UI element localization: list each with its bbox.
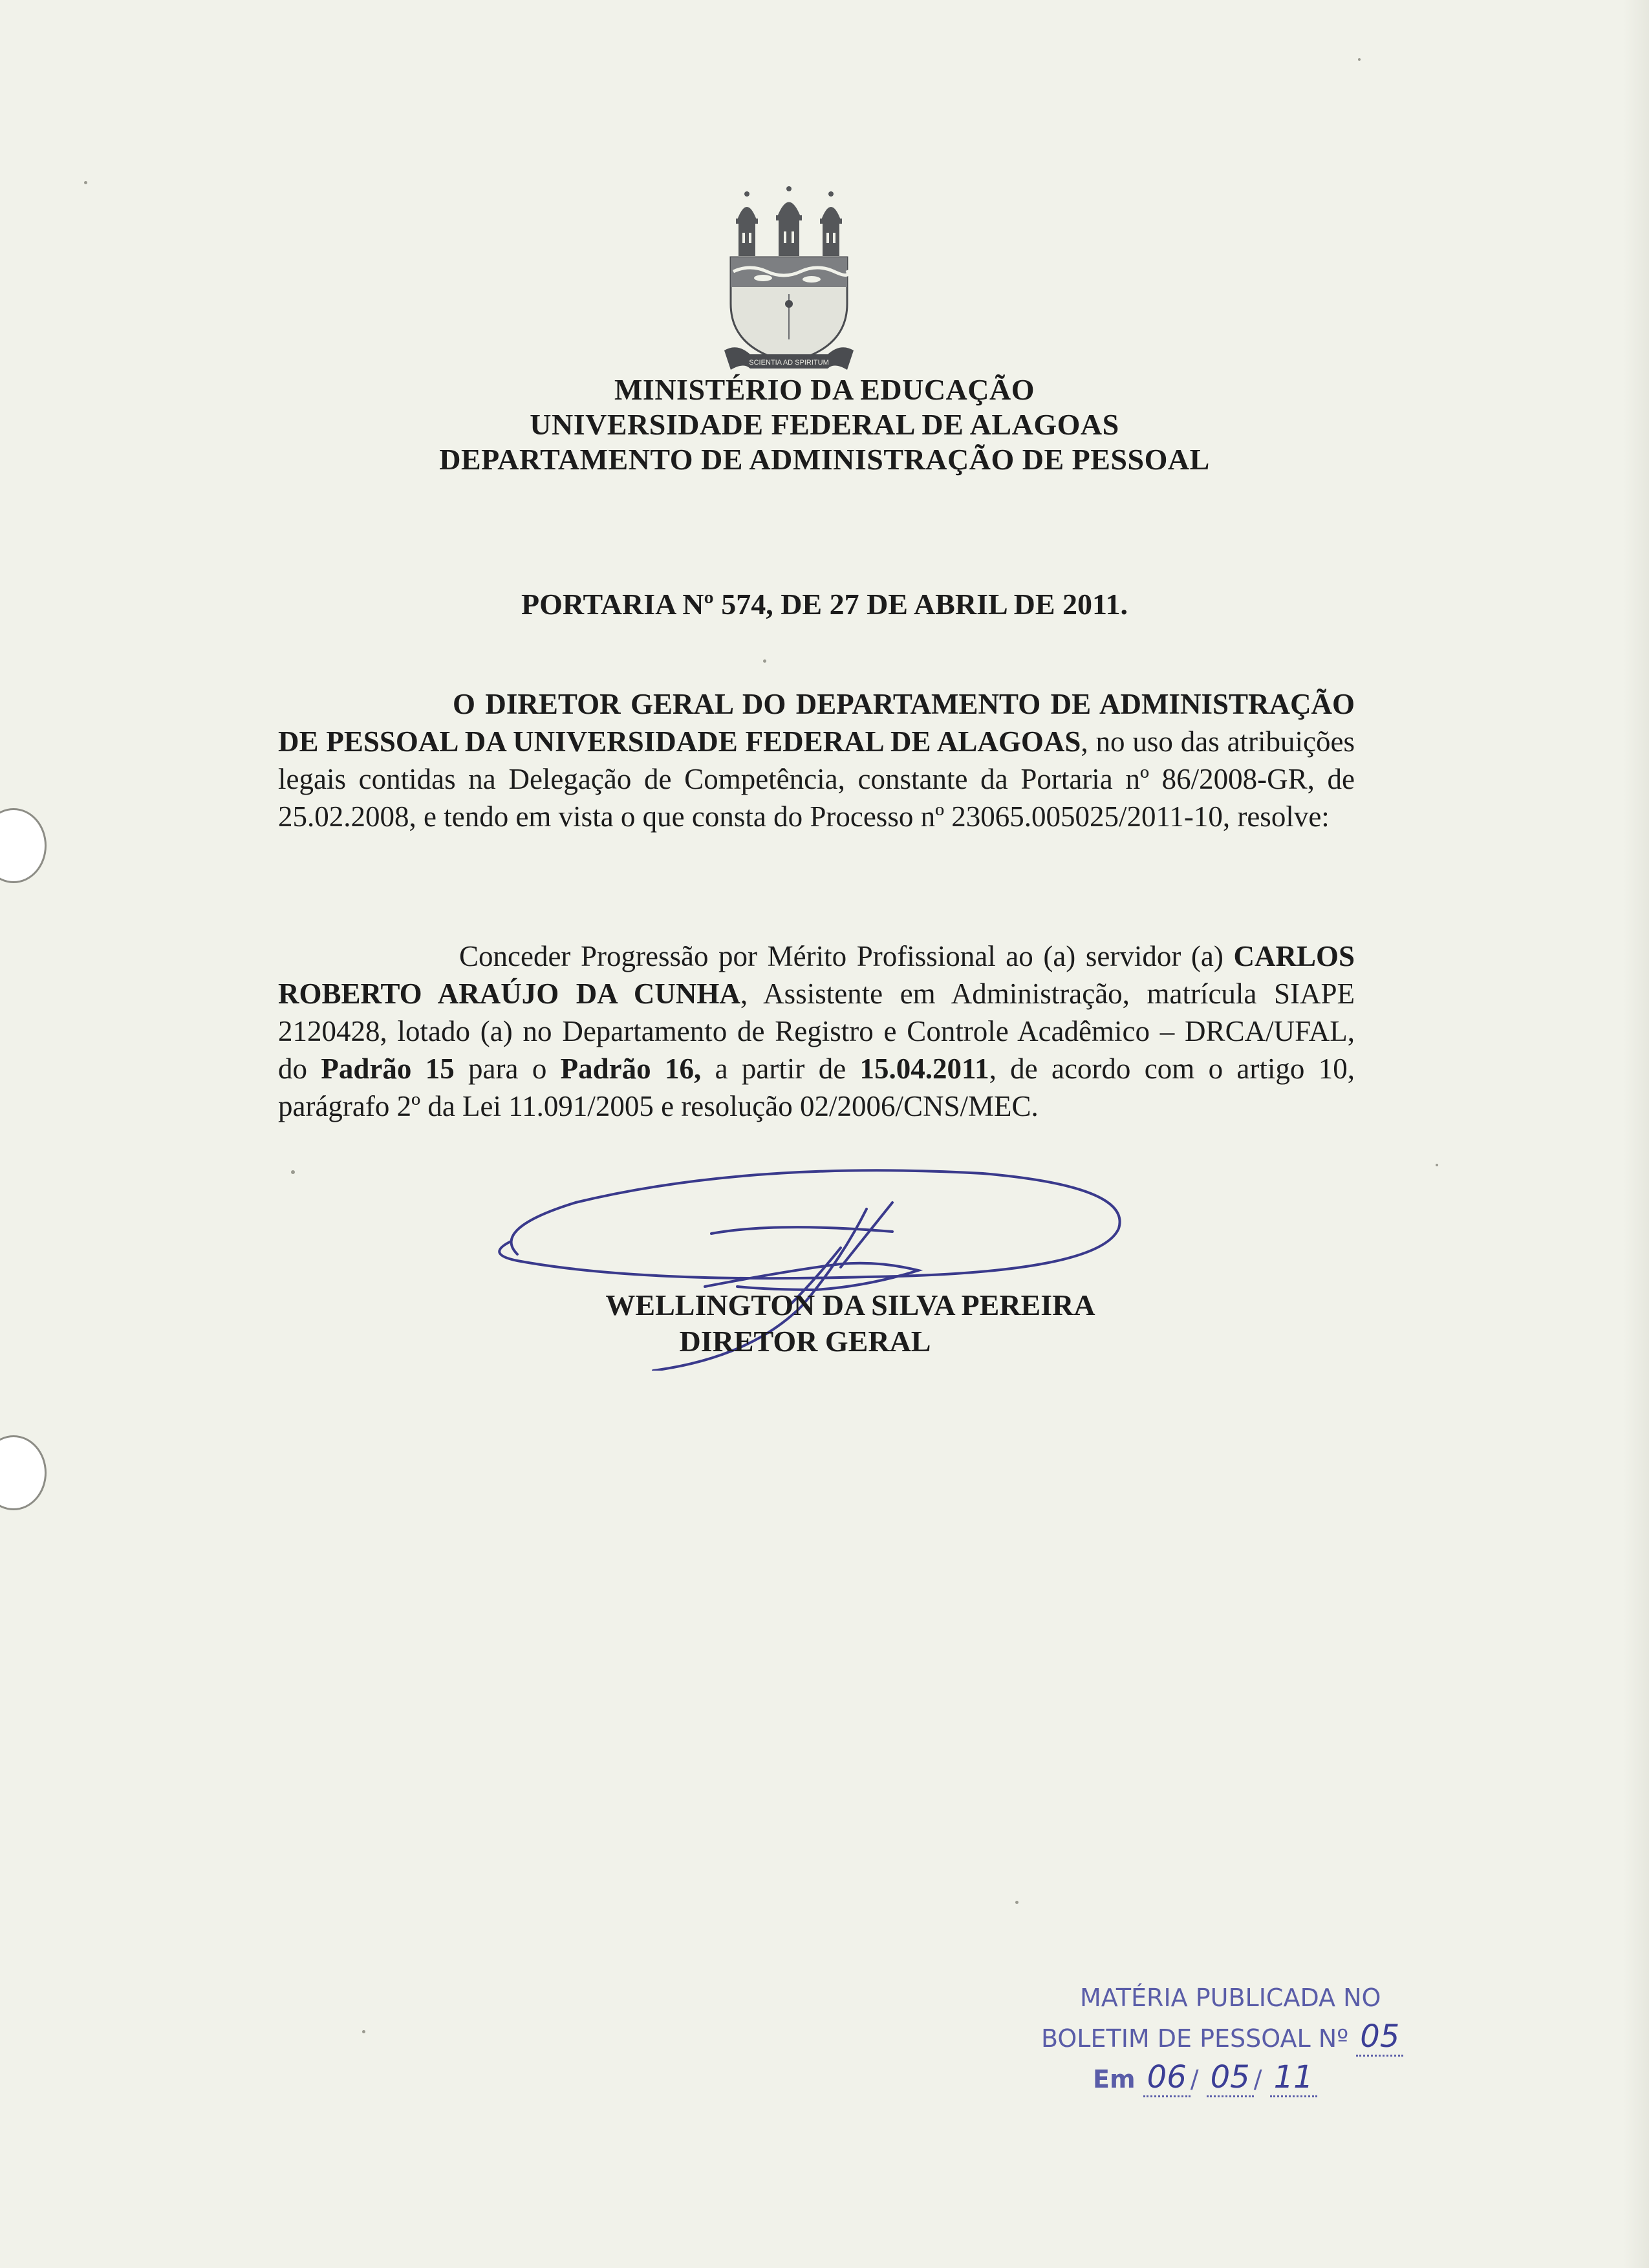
- decision-text-1: Conceder Progressão por Mérito Profissional ao (a) servidor (a): [459, 940, 1234, 972]
- decision-text-2: , Assistente em Administração, matrícula SIAPE 2120428, lotado (a) no Departamento de Registro e Controle Acadêmico – DRCA/UFAL, do: [278, 978, 1355, 1085]
- paper-speck: [291, 1170, 295, 1174]
- tower-center: [776, 186, 802, 256]
- punch-hole: [0, 808, 47, 883]
- punch-hole: [0, 1435, 47, 1510]
- decision-text-4: a partir de: [701, 1053, 860, 1085]
- tower-left: [736, 191, 758, 256]
- decision-paragraph: [278, 937, 1355, 1125]
- preamble-paragraph: [278, 685, 1355, 835]
- stamp-bulletin-label: BOLETIM DE PESSOAL Nº: [1041, 2024, 1349, 2053]
- decision-text-5: , de acordo com o artigo 10, parágrafo 2º da Lei 11.091/2005 e resolução 02/2006/CNS/MEC.: [278, 1053, 1355, 1122]
- preamble-lead: O DIRETOR GERAL DO DEPARTAMENTO DE ADMINISTRAÇÃO DE PESSOAL DA UNIVERSIDADE FEDERAL DE ALAGOAS: [278, 688, 1355, 758]
- emblem-motto: SCIENTIA AD SPIRITUM: [749, 359, 829, 367]
- stamp-sep: /: [1190, 2065, 1199, 2093]
- signatory-name: WELLINGTON DA SILVA PEREIRA: [605, 1289, 1095, 1321]
- tower-right: [820, 191, 842, 256]
- stamp-month: 05: [1207, 2059, 1254, 2097]
- paper-speck: [1436, 1164, 1438, 1166]
- stamp-date-label: Em: [1093, 2065, 1136, 2093]
- stamp-day: 06: [1143, 2059, 1191, 2097]
- preamble-text: , no uso das atribuições legais contidas na Delegação de Competência, constante da Portaria nº 86/2008-GR, de 25.02.2008, e tendo em vista o que consta do Processo nº 23065.005025/2011-10, resolve:: [278, 725, 1355, 833]
- stamp-bulletin-number: 05: [1356, 2018, 1403, 2057]
- paper-speck: [763, 659, 766, 663]
- paper-speck: [84, 181, 87, 184]
- stamp-published-text: MATÉRIA PUBLICADA NO: [1080, 1984, 1381, 2012]
- portaria-title: PORTARIA Nº 574, DE 27 DE ABRIL DE 2011.: [521, 588, 1128, 621]
- paper-speck: [362, 2030, 365, 2033]
- to-level: Padrão 16,: [560, 1053, 702, 1085]
- stamp-year: 11: [1270, 2059, 1317, 2097]
- from-level: Padrão 15: [321, 1053, 455, 1085]
- publication-stamp: [1041, 1978, 1455, 2099]
- header-ministry: MINISTÉRIO DA EDUCAÇÃO: [614, 373, 1035, 406]
- employee-name: CARLOS ROBERTO ARAÚJO DA CUNHA: [278, 940, 1355, 1010]
- paper-speck: [1015, 1901, 1018, 1904]
- edge-shadow: [1623, 0, 1649, 2268]
- effective-date: 15.04.2011: [859, 1053, 989, 1085]
- header-university: UNIVERSIDADE FEDERAL DE ALAGOAS: [530, 408, 1119, 441]
- paper-speck: [1358, 58, 1361, 61]
- stamp-line-2: [1041, 2017, 1455, 2058]
- stamp-sep: /: [1253, 2065, 1262, 2093]
- header-department: DEPARTAMENTO DE ADMINISTRAÇÃO DE PESSOAL: [439, 443, 1210, 476]
- decision-text-3: para o: [454, 1053, 561, 1085]
- stamp-line-3: [1041, 2058, 1455, 2099]
- stamp-line-1: [1041, 1978, 1455, 2017]
- signatory-role: DIRETOR GERAL: [679, 1325, 931, 1358]
- university-coat-of-arms: [724, 181, 854, 375]
